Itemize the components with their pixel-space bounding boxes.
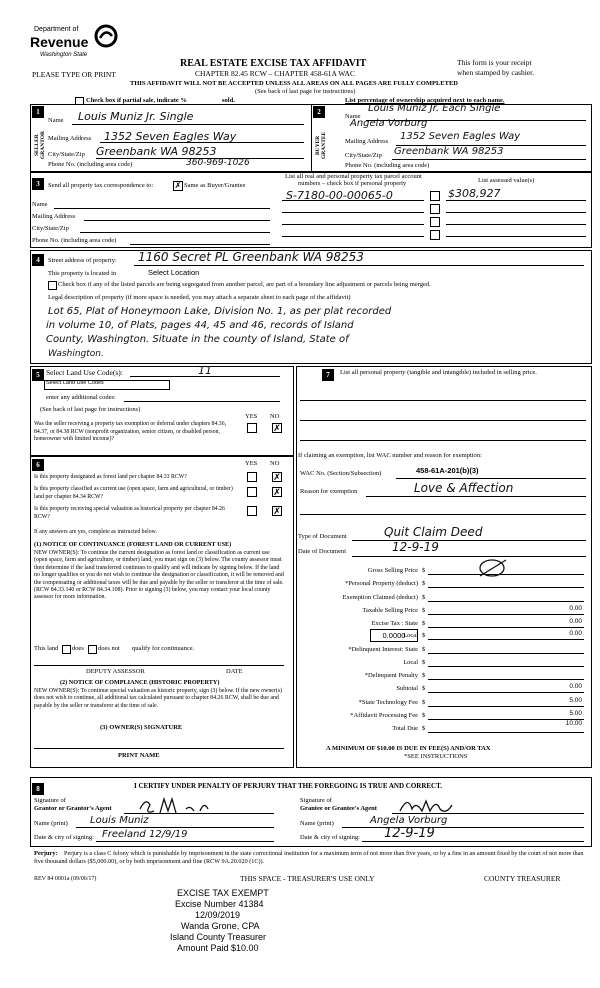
total-due-value: 10.00 — [565, 720, 582, 727]
minimum-fee-note: A MINIMUM OF $10.00 IS DUE IN FEE(S) AND/OR TAX — [326, 745, 491, 752]
seller-mailing-value[interactable]: 1352 Seven Eagles Way — [104, 130, 237, 143]
section-5-number: 5 — [32, 369, 44, 381]
doc-date-label: Date of Document — [298, 548, 347, 555]
grantee-name-print-value[interactable]: Angela Vorburg — [370, 815, 448, 826]
deputy-assessor-line — [34, 665, 284, 666]
reason-line-2 — [300, 514, 586, 515]
does-not-checkbox[interactable] — [88, 645, 97, 654]
personal-property-deduct-label: *Personal Property (deduct) — [345, 580, 418, 587]
parcel-checkbox-4[interactable] — [430, 230, 440, 240]
land-use-select-text: Select Land Use Codes — [46, 380, 104, 386]
notice1-title: (1) NOTICE OF CONTINUANCE (FOREST LAND OR CURRENT USE) — [34, 541, 232, 548]
department-logo — [30, 24, 130, 66]
delinquent-interest-local-line — [428, 666, 584, 667]
current-use-no-checkbox[interactable]: ✗ — [273, 487, 281, 497]
seller-name-value[interactable]: Louis Muniz Jr. Single — [78, 110, 194, 123]
delinquent-penalty-dollar: $ — [422, 672, 426, 679]
total-due-label: Total Due — [392, 725, 418, 732]
subtotal-dollar: $ — [422, 685, 426, 692]
street-address-value[interactable]: 1160 Secret PL Greenbank WA 98253 — [138, 250, 364, 264]
excise-tax-local-value: 0.00 — [569, 630, 582, 637]
located-in-label: This property is located in — [48, 270, 117, 277]
section-3-number: 3 — [32, 178, 44, 190]
forest-yes-checkbox[interactable] — [247, 472, 257, 482]
land-use-label: Select Land Use Code(s): — [46, 368, 123, 377]
excise-tax-state-dollar: $ — [422, 620, 426, 627]
grantee-date-city-line — [362, 841, 584, 842]
buyer-name-value-1[interactable]: Louis Muniz Jr. Each Single — [368, 103, 501, 114]
buyer-mailing-value[interactable]: 1352 Seven Eagles Way — [400, 131, 521, 142]
grantor-date-city-label: Date & city of signing: — [34, 834, 94, 841]
legal-description-line-3[interactable]: County, Washington. Situate in the county of Island, State of — [46, 334, 349, 345]
seller-city-value[interactable]: Greenbank WA 98253 — [96, 145, 217, 158]
state-technology-fee-dollar: $ — [422, 699, 426, 706]
section-1-number: 1 — [32, 106, 44, 118]
does-label: does — [72, 645, 84, 652]
street-address-label: Street address of property: — [48, 257, 117, 264]
this-land-label: This land — [34, 645, 59, 652]
revenue-text: Revenue — [30, 34, 89, 50]
forest-land-question: Is this property designated as forest land per chapter 84.33 RCW? — [34, 474, 187, 480]
instructions-line: THIS AFFIDAVIT WILL NOT BE ACCEPTED UNLESS ALL AREAS ON ALL PAGES ARE FULLY COMPLETED — [130, 80, 458, 87]
notice2-body: NEW OWNER(S): To continue special valuation as historic property, sign (3) below. If the new owner(s) does not wish to continue, all additional tax calculated pursuant to chapter 84.26 RCW, shall be due and payable by the seller or transferor at the time of sale. — [34, 688, 283, 709]
personal-property-label: List all personal property (tangible and intangible) included in selling price. — [340, 369, 537, 376]
form-title: REAL ESTATE EXCISE TAX AFFIDAVIT — [180, 58, 367, 69]
affidavit-processing-fee-dollar: $ — [422, 712, 426, 719]
corr-city-label: City/State/Zip — [32, 225, 69, 232]
gross-selling-dollar: $ — [422, 567, 426, 574]
total-due-dollar: $ — [422, 725, 426, 732]
doc-type-value[interactable]: Quit Claim Deed — [384, 525, 483, 539]
grantee-name-print-line — [342, 827, 584, 828]
subtotal-value: 0.00 — [569, 683, 582, 690]
state-technology-fee-line — [428, 706, 584, 707]
deputy-date-label: DATE — [226, 668, 243, 675]
parcel-header-2: numbers – check box if personal property — [298, 180, 407, 187]
historic-yes-checkbox[interactable] — [247, 506, 257, 516]
buyer-city-value[interactable]: Greenbank WA 98253 — [394, 146, 504, 157]
wac-line — [396, 478, 586, 479]
exemption-claim-label: If claiming an exemption, list WAC number and reason for exemption: — [298, 452, 482, 459]
please-type: PLEASE TYPE OR PRINT — [32, 70, 116, 79]
grantor-name-print-value[interactable]: Louis Muniz — [90, 815, 149, 826]
doc-type-label: Type of Document — [298, 533, 347, 540]
assessed-line-1 — [446, 200, 586, 201]
reason-line — [366, 496, 586, 497]
gross-selling-zero-mark-icon — [476, 558, 512, 578]
state-technology-fee-label: *State Technology Fee — [358, 699, 418, 706]
parcel-checkbox-1[interactable] — [430, 191, 440, 201]
partial-sale-label: Check box if partial sale, indicate % — [86, 97, 187, 104]
grantor-date-city-value[interactable]: Freeland 12/9/19 — [102, 829, 188, 840]
corr-phone-label: Phone No. (including area code) — [32, 237, 117, 244]
see-instructions-note: *SEE INSTRUCTIONS — [404, 753, 468, 760]
perjury-label: Perjury: — [34, 850, 58, 857]
seller-phone-value[interactable]: 360-969-1026 — [186, 158, 250, 168]
wac-value[interactable]: 458-61A-201(b)(3) — [416, 466, 479, 475]
local-rate-box[interactable]: 0.0000 — [370, 629, 418, 642]
additional-codes-line — [124, 401, 280, 402]
segregated-label: Check box if any of the listed parcels are being segregated from another parcel, are part of a boundary line adjustment or parcels being merged. — [58, 281, 431, 288]
affidavit-processing-fee-value: 5.00 — [569, 710, 582, 717]
perjury-text: Perjury is a class C felony which is punishable by imprisonment in the state correctional institution for a maximum term of not more than five years, or by a fine in an amount fixed by the court of not more than five thousand dollars ($5,000.00), or by both imprisonment and fine (RCW 9A.20.020 (1C)). — [34, 850, 584, 865]
buyer-city-line — [392, 159, 586, 160]
exemption-yes-checkbox[interactable] — [247, 423, 257, 433]
exemption-claimed-line — [428, 601, 584, 602]
subtotal-line — [428, 692, 584, 693]
if-yes-note: If any answers are yes, complete as instructed below. — [34, 529, 157, 535]
seller-mailing-label: Mailing Address — [48, 135, 92, 142]
treasurer-use-label: THIS SPACE - TREASURER'S USE ONLY — [240, 874, 375, 883]
personal-property-line-1 — [300, 400, 586, 401]
county-treasurer-label: COUNTY TREASURER — [484, 874, 561, 883]
corr-mailing-line — [84, 220, 270, 221]
corr-mailing-label: Mailing Address — [32, 213, 76, 220]
does-not-label: does not — [98, 645, 120, 652]
land-use-see-back: (See back of last page for instructions) — [40, 406, 141, 413]
excise-tax-local-line — [428, 639, 584, 640]
stamp-line-2: Excise Number 41384 — [175, 899, 264, 909]
grantee-date-city-value[interactable]: 12-9-19 — [384, 826, 435, 841]
parcel-line-3 — [282, 224, 424, 225]
same-as-buyer-checkbox[interactable]: ✗ — [174, 181, 182, 190]
qualify-label: qualify for continuance. — [132, 645, 195, 652]
assessed-value[interactable]: $308,927 — [448, 187, 501, 200]
buyer-city-label: City/State/Zip — [345, 152, 382, 159]
segregated-checkbox[interactable] — [48, 281, 57, 290]
location-select[interactable]: Select Location — [148, 268, 200, 277]
grantee-signature-icon — [396, 795, 466, 817]
grantor-name-print-label: Name (print) — [34, 820, 68, 827]
total-due-line — [428, 732, 584, 733]
excise-tax-state-line — [428, 627, 584, 628]
historic-no-checkbox[interactable]: ✗ — [273, 506, 281, 516]
forest-no-checkbox[interactable]: ✗ — [273, 472, 281, 482]
stamp-line-3: 12/09/2019 — [195, 910, 241, 920]
parcel-checkbox-2[interactable] — [430, 204, 440, 214]
assessed-line-4 — [446, 236, 586, 237]
grantee-date-city-label: Date & city of signing: — [300, 834, 360, 841]
legal-description-label: Legal description of property (if more space is needed, you may attach a separate sheet to each page of the affidavit) — [48, 294, 351, 301]
grantor-date-city-line — [96, 841, 274, 842]
certify-statement: I CERTIFY UNDER PENALTY OF PERJURY THAT THE FOREGOING IS TRUE AND CORRECT. — [134, 782, 443, 790]
delinquent-interest-state-dollar: $ — [422, 646, 426, 653]
seller-name-label: Name — [48, 117, 64, 124]
buyer-name-value-2[interactable]: Angela Vorburg — [350, 118, 428, 129]
grantee-name-print-label: Name (print) — [300, 820, 334, 827]
state-technology-fee-value: 5.00 — [569, 697, 582, 704]
grantor-signature-icon — [136, 795, 226, 817]
current-use-yes-checkbox[interactable] — [247, 487, 257, 497]
washington-state-text: Washington State — [40, 52, 88, 58]
corr-phone-line — [130, 244, 270, 245]
exemption-claimed-label: Exemption Claimed (deduct) — [342, 594, 418, 601]
parcel-line-2 — [282, 212, 424, 213]
delinquent-interest-local-label: Local — [403, 659, 418, 666]
sec5-no-header: NO — [270, 413, 280, 420]
personal-property-line-2 — [300, 420, 586, 421]
street-address-line — [134, 265, 584, 266]
see-back-note: (See back of last page for instructions) — [255, 88, 356, 95]
sec6-yes-header: YES — [245, 460, 258, 467]
excise-tax-state-value: 0.00 — [569, 618, 582, 625]
excise-tax-local-dollar: $ — [422, 632, 426, 639]
receipt-note-1: This form is your receipt — [457, 58, 532, 67]
print-name-label: PRINT NAME — [118, 752, 160, 759]
sold-label: sold. — [222, 97, 235, 104]
owner-signature-line — [34, 748, 284, 749]
section-6-box — [30, 456, 294, 768]
exemption-question: Was the seller receiving a property tax exemption or deferral under chapters 84.36, 84.37, or 84.38 RCW (nonprofit organization, senior citizen, or disabled person, homeowner with limited income)? — [34, 421, 227, 442]
buyer-name-label: Name — [345, 113, 361, 120]
corr-city-line — [80, 232, 270, 233]
corr-name-label: Name — [32, 201, 48, 208]
form-subtitle: CHAPTER 82.45 RCW – CHAPTER 458-61A WAC — [195, 69, 355, 78]
same-as-buyer-label: Same as Buyer/Grantee — [184, 182, 246, 189]
land-use-value[interactable]: 11 — [198, 364, 212, 377]
notice2-title: (2) NOTICE OF COMPLIANCE (HISTORIC PROPERTY) — [60, 679, 220, 686]
taxable-selling-value: 0.00 — [569, 605, 582, 612]
grantor-name-print-line — [76, 827, 274, 828]
reason-value[interactable]: Love & Affection — [414, 481, 514, 495]
grantee-signature-label-2: Grantee or Grantee's Agent — [300, 805, 377, 812]
buyer-mailing-label: Mailing Address — [345, 138, 389, 145]
section-6-number: 6 — [32, 459, 44, 471]
does-checkbox[interactable] — [62, 645, 71, 654]
personal-property-deduct-line — [428, 587, 584, 588]
stamp-line-4: Wanda Grone, CPA — [181, 921, 260, 931]
send-correspondence-label: Send all property tax correspondence to: — [48, 182, 154, 189]
seller-city-label: City/State/Zip — [48, 151, 85, 158]
excise-tax-local-label: Local — [403, 632, 418, 639]
historic-question: Is this property receiving special valuation as historical property per chapter 84.26 RCW? — [34, 506, 225, 520]
section-2-number: 2 — [313, 106, 325, 118]
taxable-selling-dollar: $ — [422, 607, 426, 614]
assessed-header: List assessed value(s) — [478, 177, 535, 184]
reason-label: Reason for exemption — [300, 488, 358, 495]
stamp-line-1: EXCISE TAX EXEMPT — [177, 888, 269, 898]
revenue-logo-icon — [94, 24, 118, 48]
sec5-yes-header: YES — [245, 413, 258, 420]
excise-tax-state-label: Excise Tax : State — [371, 620, 418, 627]
assessed-line-2 — [446, 212, 586, 213]
delinquent-penalty-label: *Delinquent Penalty — [364, 672, 418, 679]
section-4-number: 4 — [32, 254, 44, 266]
taxable-selling-line — [428, 614, 584, 615]
owner-signature-label: (3) OWNER(S) SIGNATURE — [100, 724, 183, 731]
gross-selling-price-label: Gross Selling Price — [367, 567, 418, 574]
personal-property-dollar: $ — [422, 580, 426, 587]
legal-description-line-2[interactable]: in volume 10, of Plats, pages 44, 45 and 46, records of Island — [46, 320, 354, 331]
legal-description-line-4[interactable]: Washington. — [48, 349, 104, 359]
delinquent-penalty-line — [428, 679, 584, 680]
grantor-signature-label-2: Grantor or Grantor's Agent — [34, 805, 112, 812]
dept-of-text: Department of — [34, 26, 79, 33]
sec6-no-header: NO — [270, 460, 280, 467]
corr-name-line — [54, 208, 270, 209]
grantor-signature-label-1: Signature of — [34, 797, 66, 804]
exemption-no-checkbox[interactable]: ✗ — [273, 423, 281, 433]
parcel-header-1: List all real and personal property tax parcel account — [285, 173, 422, 180]
seller-name-line — [72, 124, 304, 125]
personal-property-line-3 — [300, 440, 586, 441]
parcel-number-value[interactable]: S-7180-00-00065-0 — [286, 189, 393, 202]
buyer-side-label: BUYER GRANTEE — [315, 131, 327, 159]
delinquent-interest-state-label: *Delinquent Interest: State — [348, 646, 418, 653]
parcel-line-4 — [282, 236, 424, 237]
stamp-line-6: Amount Paid $10.00 — [177, 943, 259, 953]
legal-description-line-1[interactable]: Lot 65, Plat of Honeymoon Lake, Division No. 1, as per plat recorded — [48, 306, 392, 317]
parcel-checkbox-3[interactable] — [430, 217, 440, 227]
notice1-body: NEW OWNER(S): To continue the current designation as forest land or classification as current use (open space, farm and agriculture, or timber) land, you must sign on (3) below. The county assessor must then determine if the land transferred continues to qualify and will indicate by signing below. If the land no longer qualifies or you do not wish to continue the designation or classification, it will be removed and the compensating or additional taxes will be due and payable by the seller or transferor at the time of sale. (RCW 84.33.140 or RCW 84.34.108). Prior to signing (3) below, you may contact your local county assessor for more information. — [34, 550, 284, 601]
affidavit-processing-fee-label: *Affidavit Processing Fee — [350, 712, 418, 719]
assessed-line-3 — [446, 224, 586, 225]
doc-date-line — [352, 556, 586, 557]
receipt-note-2: when stamped by cashier. — [457, 68, 535, 77]
section-7-number: 7 — [322, 369, 334, 381]
stamp-line-5: Island County Treasurer — [170, 932, 267, 942]
ownership-note: List percentage of ownership acquired next to each name. — [345, 97, 505, 104]
deputy-assessor-label: DEPUTY ASSESSOR — [86, 668, 145, 675]
additional-codes-label: enter any additional codes: — [46, 394, 116, 401]
exemption-claimed-dollar: $ — [422, 594, 426, 601]
subtotal-label: Subtotal — [396, 685, 418, 692]
doc-date-value[interactable]: 12-9-19 — [392, 540, 439, 554]
doc-type-line — [352, 540, 586, 541]
section-8-number: 8 — [32, 783, 44, 795]
delinquent-interest-local-dollar: $ — [422, 659, 426, 666]
grantee-signature-label-1: Signature of — [300, 797, 332, 804]
form-revision: REV 84 0001a (09/06/17) — [34, 876, 97, 882]
seller-phone-label: Phone No. (including area code) — [48, 161, 133, 168]
buyer-phone-label: Phone No. (including area code) — [345, 162, 430, 169]
taxable-selling-price-label: Taxable Selling Price — [362, 607, 418, 614]
current-use-question: Is this property classified as current use (open space, farm and agricultural, or timber) land per chapter 84.34 RCW? — [34, 486, 233, 500]
seller-side-label: SELLER GRANTOR — [34, 131, 46, 160]
delinquent-interest-state-line — [428, 653, 584, 654]
wac-label: WAC No. (Section/Subsection) — [300, 470, 382, 477]
